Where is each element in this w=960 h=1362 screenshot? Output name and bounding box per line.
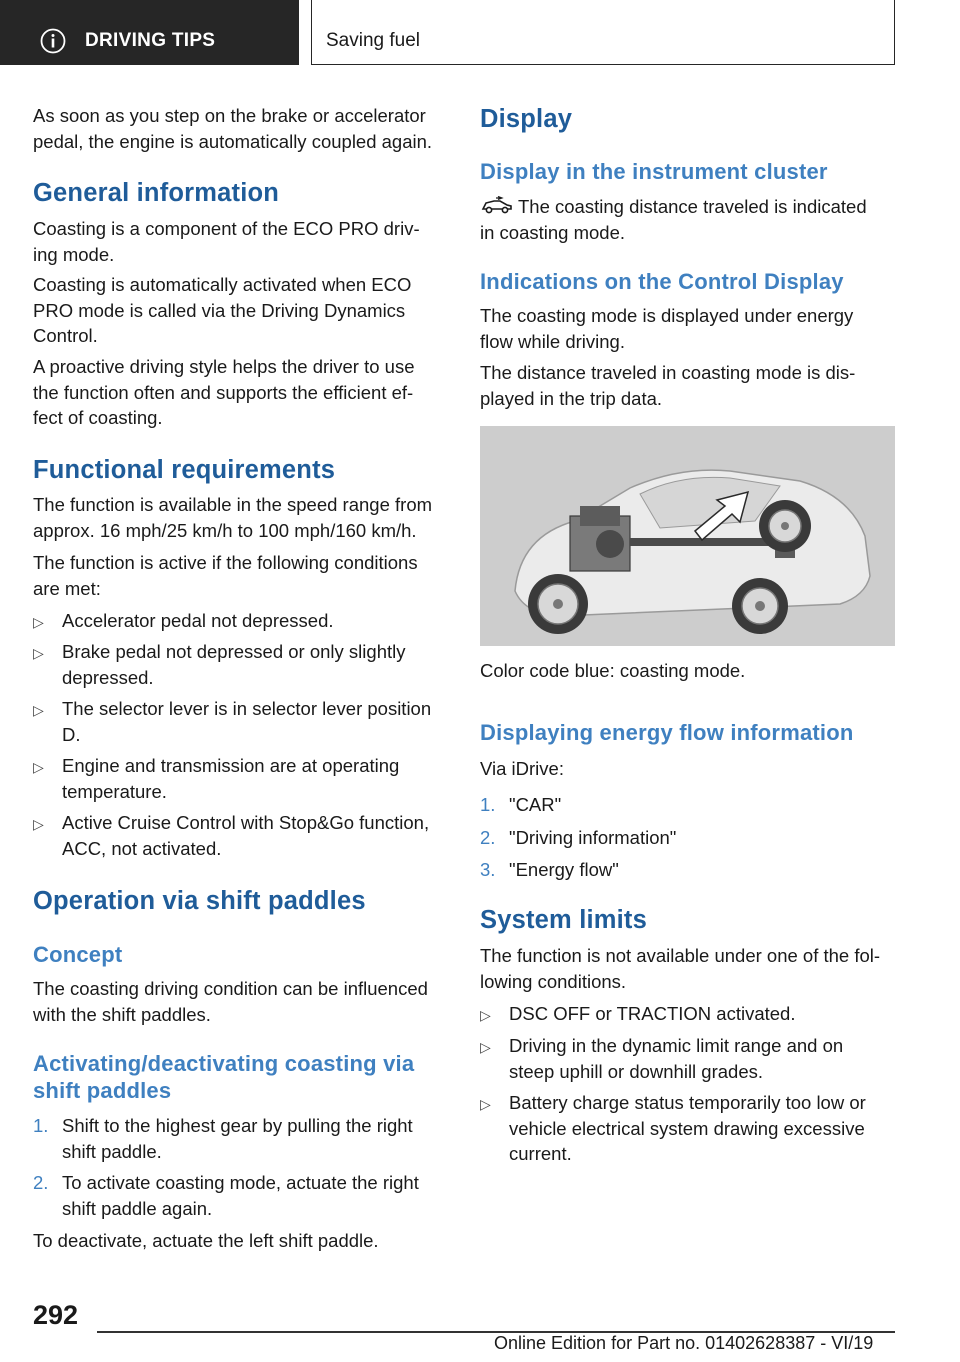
step-number: 3. bbox=[480, 859, 496, 880]
text-line: A proactive driving style helps the driver to use bbox=[33, 356, 415, 377]
section-tab bbox=[0, 0, 299, 65]
text-line: The coasting driving condition can be influenced bbox=[33, 978, 428, 999]
list-item bbox=[62, 1170, 419, 1221]
heading-functional-requirements: Functional requirements bbox=[33, 456, 336, 484]
heading-display: Display bbox=[480, 105, 573, 133]
list-item bbox=[509, 1090, 866, 1167]
text-line: The function is available in the speed range from bbox=[33, 494, 433, 515]
heading-instrument-cluster: Display in the instrument cluster bbox=[480, 159, 828, 184]
text-line: pedal, the engine is automatically coupled again. bbox=[33, 130, 433, 152]
triangle-bullet-icon: ▷ bbox=[33, 759, 44, 775]
triangle-bullet-icon: ▷ bbox=[33, 614, 44, 630]
step-number: 2. bbox=[480, 827, 496, 848]
triangle-bullet-icon: ▷ bbox=[480, 1007, 491, 1023]
text-line: Coasting is a component of the ECO PRO driv- bbox=[33, 218, 420, 239]
car-illustration bbox=[480, 426, 895, 646]
text-line: current. bbox=[509, 1143, 572, 1164]
text-line: The selector lever is in selector lever position bbox=[62, 698, 432, 719]
text-line: Active Cruise Control with Stop&Go function, bbox=[62, 812, 430, 833]
general-paragraph-1 bbox=[33, 216, 420, 267]
text-line: The distance traveled in coasting mode is dis- bbox=[480, 362, 856, 383]
functional-paragraph-1 bbox=[33, 492, 432, 543]
list-item: "Driving information" bbox=[509, 827, 677, 848]
triangle-bullet-icon: ▷ bbox=[480, 1096, 491, 1112]
text-line: PRO mode is called via the Driving Dynamics bbox=[33, 299, 406, 321]
chapter-title: Saving fuel bbox=[326, 30, 421, 51]
heading-general-information: General information bbox=[33, 179, 280, 207]
list-item bbox=[509, 1001, 795, 1027]
text-line: steep uphill or downhill grades. bbox=[509, 1060, 764, 1082]
text-line: the function often and supports the efficient ef- bbox=[33, 381, 414, 403]
text-line: The coasting mode is displayed under energy bbox=[480, 305, 854, 326]
step-number: 1. bbox=[33, 1115, 49, 1136]
section-label: DRIVING TIPS bbox=[85, 30, 216, 51]
list-item bbox=[62, 639, 405, 690]
heading-concept: Concept bbox=[33, 942, 123, 967]
text-line: are met: bbox=[33, 577, 101, 599]
control-paragraph-2 bbox=[480, 360, 855, 411]
list-item: "Energy flow" bbox=[509, 859, 619, 880]
list-item bbox=[509, 1033, 843, 1084]
text-line: Brake pedal not depressed or only slightly bbox=[62, 641, 406, 662]
text-line: depressed. bbox=[62, 666, 154, 688]
text-line: Control. bbox=[33, 325, 98, 346]
list-item bbox=[62, 696, 431, 747]
text-line: vehicle electrical system drawing excessive bbox=[509, 1117, 865, 1139]
heading-energy-flow: Displaying energy flow information bbox=[480, 720, 854, 745]
text-line: lowing conditions. bbox=[480, 970, 627, 992]
list-item bbox=[62, 1113, 413, 1164]
general-paragraph-3 bbox=[33, 354, 415, 431]
text-line: As soon as you step on the brake or accelerator bbox=[33, 105, 426, 126]
heading-activating-coasting bbox=[33, 1050, 414, 1104]
text-line: Engine and transmission are at operating bbox=[62, 755, 400, 776]
text-line: played in the trip data. bbox=[480, 387, 663, 409]
list-item bbox=[62, 810, 429, 861]
list-item bbox=[62, 608, 334, 634]
limits-paragraph bbox=[480, 943, 880, 994]
heading-system-limits: System limits bbox=[480, 906, 648, 934]
text-line: shift paddle. bbox=[62, 1140, 162, 1162]
list-item bbox=[62, 753, 399, 804]
triangle-bullet-icon: ▷ bbox=[480, 1039, 491, 1055]
text-line: flow while driving. bbox=[480, 330, 625, 352]
triangle-bullet-icon: ▷ bbox=[33, 645, 44, 661]
text-line: D. bbox=[62, 723, 81, 745]
heading-line: Activating/deactivating coasting via bbox=[33, 1051, 415, 1076]
text-line: The function is not available under one of the fol- bbox=[480, 945, 881, 966]
text-line: ing mode. bbox=[33, 243, 115, 265]
figure-caption: Color code blue: coasting mode. bbox=[480, 660, 746, 681]
text-line: Shift to the highest gear by pulling the right bbox=[62, 1115, 413, 1136]
general-paragraph-2 bbox=[33, 272, 411, 349]
control-paragraph-1 bbox=[480, 303, 853, 354]
triangle-bullet-icon: ▷ bbox=[33, 702, 44, 718]
text-line: To activate coasting mode, actuate the right bbox=[62, 1172, 419, 1193]
text-line: ACC, not activated. bbox=[62, 837, 222, 859]
page-number: 292 bbox=[33, 1300, 79, 1330]
text-line: Coasting is automatically activated when ECO bbox=[33, 274, 412, 295]
text-line: Battery charge status temporarily too low or bbox=[509, 1092, 866, 1113]
concept-paragraph bbox=[33, 976, 428, 1027]
text-line: Accelerator pedal not depressed. bbox=[62, 610, 334, 631]
text-line: shift paddle again. bbox=[62, 1197, 213, 1219]
text-line: fect of coasting. bbox=[33, 407, 163, 428]
heading-operation-shift-paddles: Operation via shift paddles bbox=[33, 887, 366, 915]
deactivate-paragraph: To deactivate, actuate the left shift paddle. bbox=[33, 1230, 379, 1251]
text-line: Driving in the dynamic limit range and on bbox=[509, 1035, 844, 1056]
heading-control-display: Indications on the Control Display bbox=[480, 269, 844, 294]
coasting-drivetrain-figure bbox=[480, 426, 895, 646]
edition-info: Online Edition for Part no. 01402628387 - VI/19 bbox=[494, 1333, 874, 1353]
via-idrive: Via iDrive: bbox=[480, 758, 564, 779]
text-line: temperature. bbox=[62, 780, 167, 802]
step-number: 1. bbox=[480, 794, 496, 815]
text-line: in coasting mode. bbox=[480, 221, 626, 243]
text-line: with the shift paddles. bbox=[33, 1003, 211, 1025]
triangle-bullet-icon: ▷ bbox=[33, 816, 44, 832]
info-icon bbox=[40, 28, 66, 54]
text-line: approx. 16 mph/25 km/h to 100 mph/160 km/h. bbox=[33, 519, 417, 541]
functional-paragraph-2 bbox=[33, 550, 418, 601]
heading-line: shift paddles bbox=[33, 1078, 172, 1103]
text-line: The coasting distance traveled is indicated bbox=[518, 196, 867, 217]
text-line: The function is active if the following conditions bbox=[33, 552, 418, 573]
list-item: "CAR" bbox=[509, 794, 562, 815]
text-line: DSC OFF or TRACTION activated. bbox=[509, 1003, 796, 1024]
intro-paragraph bbox=[33, 103, 432, 154]
cluster-paragraph bbox=[480, 194, 867, 245]
step-number: 2. bbox=[33, 1172, 49, 1193]
